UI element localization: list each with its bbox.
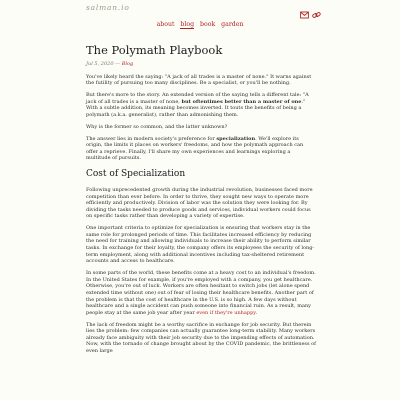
post-meta bbox=[86, 61, 316, 68]
nav-book[interactable]: book bbox=[200, 21, 216, 28]
email-icon[interactable] bbox=[300, 4, 309, 12]
inline-link[interactable]: even if they're unhappy bbox=[196, 309, 256, 316]
post-title: The Polymath Playbook bbox=[86, 43, 223, 57]
header-icons bbox=[300, 4, 321, 12]
paragraph: One important criteria to optimize for specialization is ensuring that workers stay in the same role for prolonged periods of time. This facilitates increased efficiency by reducing the need for training and allowing individuals to increase their ability to perform similar tasks. In exchange for their loyalty, the company offers its employees the security of long-term employment, along with additional incentives including tax-sheltered retirement accounts and access to healthcare. bbox=[86, 225, 315, 265]
paragraph: The answer lies in modern society's preference for specialization. We'll explore its origin, the limits it places on workers' freedoms, and how the polymath approach can offer a reprieve. Finally, I'll share my own experiences and learnings exploring a multitude of pursuits. bbox=[86, 135, 304, 162]
paragraph: Why is the former so common, and the latter unknown? bbox=[86, 123, 228, 130]
article bbox=[86, 43, 316, 360]
post-category-link[interactable]: Blog bbox=[121, 61, 134, 67]
bold-text: but oftentimes better than a master of one bbox=[181, 98, 302, 105]
meta-separator: — bbox=[113, 61, 122, 67]
paragraph: The lack of freedom might be a worthy sacrifice in exchange for job security. But therein lies the problem: few companies can actually guarantee long-term stability. Many workers already face ambiguity with their job security due to the impending effects of automation. Now, with the tornado of change brought about by the COVID pandemic, the brittleness of even large bbox=[86, 321, 317, 354]
nav-about[interactable]: about bbox=[156, 21, 175, 28]
nav-blog[interactable]: blog bbox=[180, 21, 195, 28]
paragraph: In some parts of the world, these benefits come at a heavy cost to an individual's freedom. In the United States for example, if you're employed with a company, you get healthcare. Otherwise, you're out of luck. Workers are often hesitant to switch jobs (let alone spend extended time without one) out of fear of losing their healthcare benefits. Another part of the problem is that the cost of healthcare in the U.S. is so high. A few days without healthcare and a single accident can push someone into financial ruin. As a result, many people stay at the same job year after year even if they're unhappy. bbox=[86, 270, 316, 316]
site-logo-link[interactable]: salman.io bbox=[86, 3, 130, 12]
paragraph: But there's more to the story. An extended version of the saying tells a different tale: "A jack of all trades is a master of none, but oftentimes better than a master of one." With a subtle addition, its meaning becomes inverted. It touts the benefits of being a polymath (a.k.a. generalist), rather than admonishing them. bbox=[86, 92, 309, 118]
section-heading: Cost of Specialization bbox=[86, 169, 186, 180]
nav-garden[interactable]: garden bbox=[221, 21, 244, 28]
link-icon[interactable] bbox=[312, 4, 321, 12]
paragraph: You've likely heard the saying: "A jack of all trades is a master of none." It warns against the futility of pursuing too many disciplines. Be a specialist, or you'll be nothing. bbox=[86, 73, 312, 87]
post-date: Jul 5, 2020 bbox=[86, 61, 114, 67]
bold-text: specialization bbox=[216, 135, 256, 142]
main-nav bbox=[0, 21, 400, 28]
paragraph: Following unprecedented growth during the industrial revolution, businesses faced more competition than ever before. In order to thrive, they sought new ways to operate more efficiently and productively. Division of labor was the solution they were looking for. By dividing the tasks needed to produce goods and services, individual workers could focus on specific tasks rather than developing a variety of expertise. bbox=[86, 187, 313, 220]
